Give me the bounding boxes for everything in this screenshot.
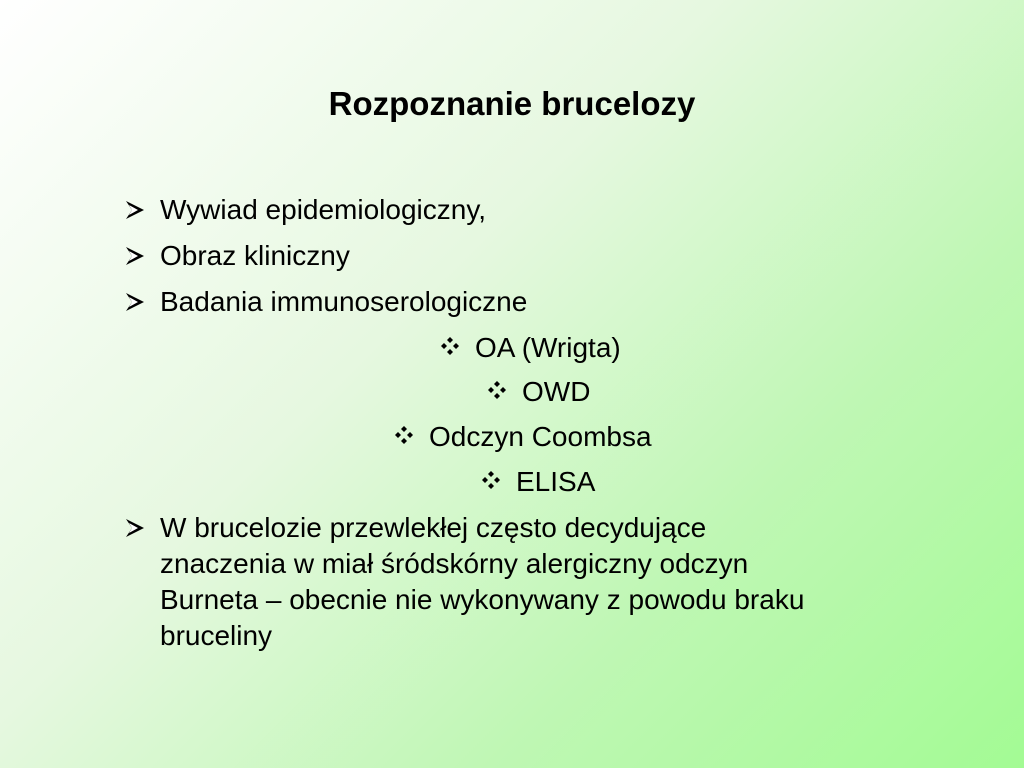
slide-title: Rozpoznanie brucelozy [328, 85, 696, 122]
sub-bullet-item [482, 466, 595, 498]
arrow-bullet-icon [124, 517, 146, 539]
sub-bullet-row [0, 421, 1024, 457]
arrow-bullet-icon [124, 199, 146, 221]
four-diamond-icon [482, 471, 500, 489]
arrow-bullet-icon [124, 245, 146, 267]
bullet-item: Obraz kliniczny [160, 240, 350, 271]
sub-bullet-label: ELISA [516, 466, 596, 497]
sub-bullet-row [0, 332, 1024, 368]
four-diamond-icon [441, 337, 459, 355]
sub-bullet-row [0, 376, 1024, 412]
paragraph-line: znaczenia w miał śródskórny alergiczny odczyn [160, 548, 749, 579]
paragraph-line: Burneta – obecnie nie wykonywany z powodu braku [160, 584, 805, 615]
sub-bullet-label: Odczyn Coombsa [429, 421, 652, 452]
bullet-paragraph [160, 510, 960, 654]
sub-bullet-label: OA (Wrigta) [475, 332, 621, 363]
bullet-item: Badania immunoserologiczne [160, 286, 528, 317]
sub-bullet-item [488, 376, 590, 408]
four-diamond-icon [395, 426, 413, 444]
paragraph-line: W brucelozie przewlekłej często decydujące [160, 512, 707, 543]
bullet-item: Wywiad epidemiologiczny, [160, 194, 487, 225]
paragraph-line: bruceliny [160, 620, 273, 651]
four-diamond-icon [488, 381, 506, 399]
sub-bullet-label: OWD [522, 376, 591, 407]
sub-bullet-row [0, 466, 1024, 502]
arrow-bullet-icon [124, 291, 146, 313]
sub-bullet-item [395, 421, 652, 453]
sub-bullet-item [441, 332, 621, 364]
